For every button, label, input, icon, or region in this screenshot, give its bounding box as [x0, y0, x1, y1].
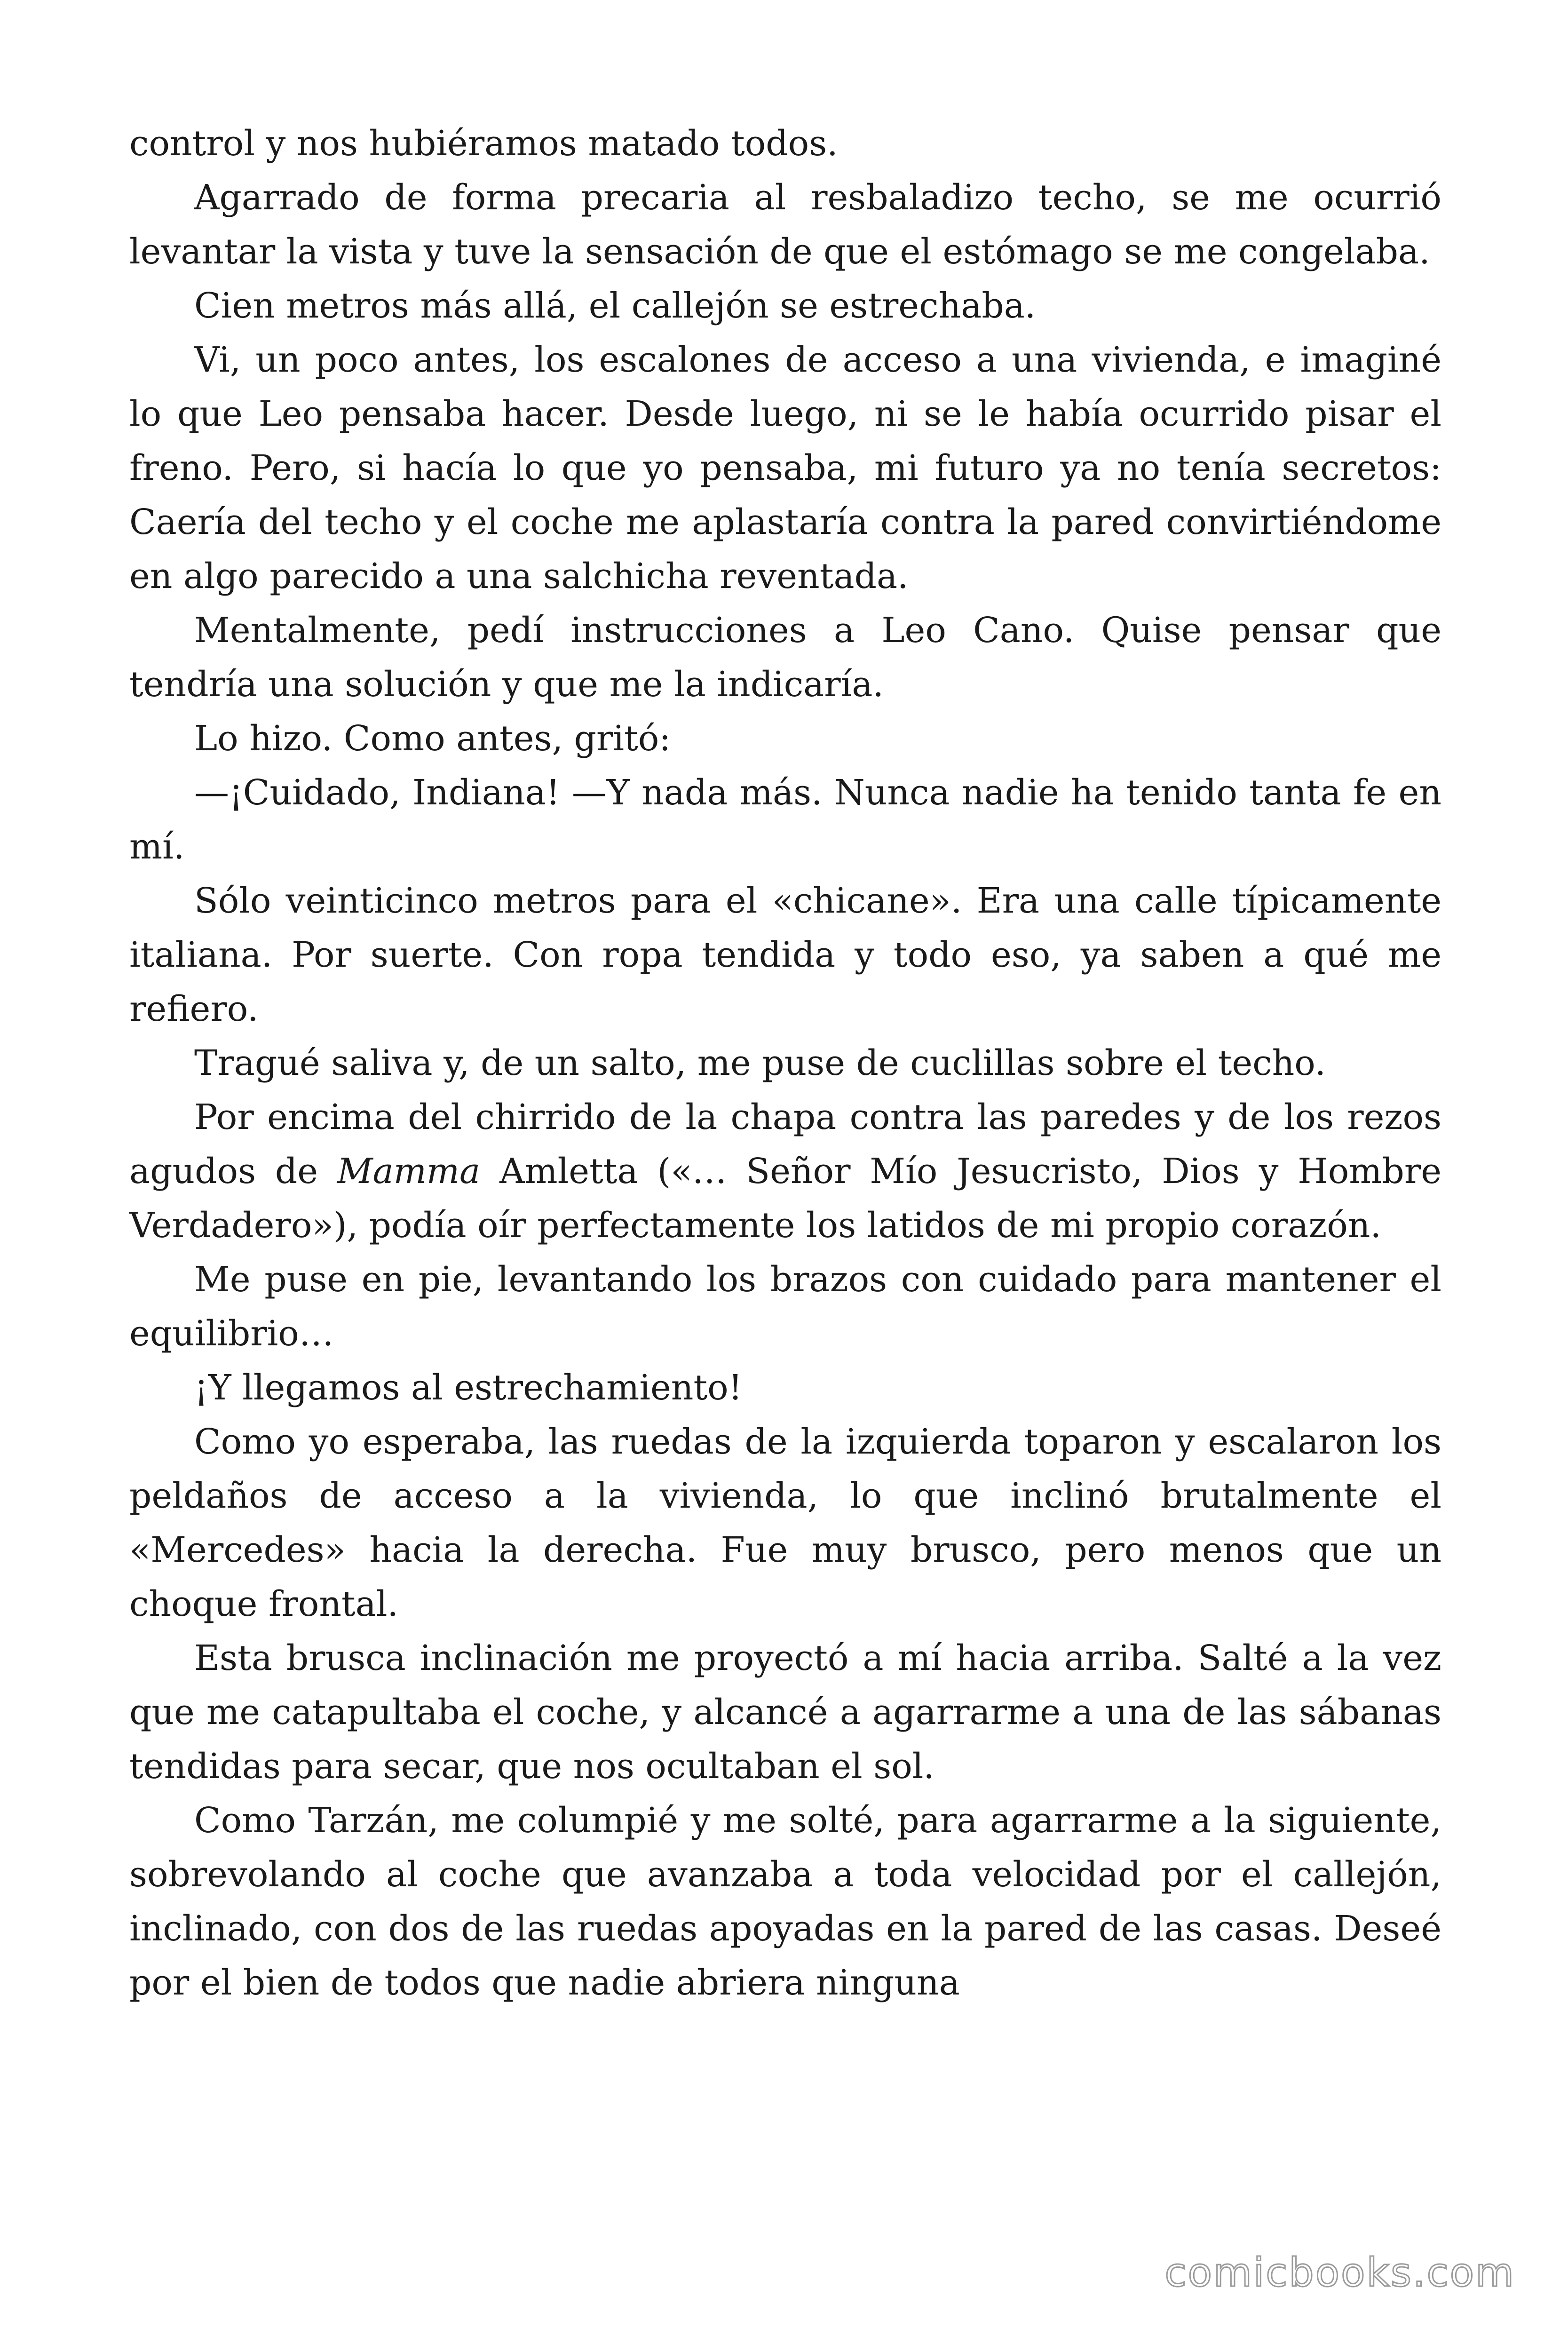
paragraph-15: Como Tarzán, me columpié y me solté, para agarrarme a la siguiente, sobrevolando al coche que avanzaba a toda velocidad por el callejón, inclinado, con dos de las ruedas apoyadas en la pared de las casas. Deseé por el bien de todos que nadie abriera ninguna	[129, 1800, 1441, 2003]
watermark: comicbooks.com	[1164, 2249, 1515, 2296]
page-body	[129, 117, 1441, 2010]
paragraph-1: control y nos hubiéramos matado todos.	[129, 123, 838, 164]
paragraph-2: Agarrado de forma precaria al resbaladizo techo, se me ocurrió levantar la vista y tuve la sensación de que el estómago se me congelaba.	[129, 177, 1441, 272]
paragraph-6: Lo hizo. Como antes, gritó:	[194, 718, 671, 759]
paragraph-11: Me puse en pie, levantando los brazos con cuidado para mantener el equilibrio…	[129, 1259, 1441, 1354]
paragraph-14: Esta brusca inclinación me proyectó a mí hacia arriba. Salté a la vez que me catapultaba el coche, y alcancé a agarrarme a una de las sábanas tendidas para secar, que nos ocultaban el sol.	[129, 1638, 1441, 1787]
paragraph-7: —¡Cuidado, Indiana! —Y nada más. Nunca nadie ha tenido tanta fe en mí.	[129, 772, 1441, 867]
italic-mamma: Mamma	[337, 1151, 481, 1192]
paragraph-3: Cien metros más allá, el callejón se estrechaba.	[194, 286, 1036, 326]
paragraph-5: Mentalmente, pedí instrucciones a Leo Cano. Quise pensar que tendría una solución y que me la indicaría.	[129, 610, 1441, 705]
paragraph-10: Por encima del chirrido de la chapa contra las paredes y de los rezos agudos de Mamma Amletta («… Señor Mío Jesucristo, Dios y Hombre Verdadero»), podía oír perfectamente los latidos de mi propio corazón.	[129, 1097, 1441, 1246]
paragraph-12: ¡Y llegamos al estrechamiento!	[194, 1367, 743, 1408]
paragraph-13: Como yo esperaba, las ruedas de la izquierda toparon y escalaron los peldaños de acceso a la vivienda, lo que inclinó brutalmente el «Mercedes» hacia la derecha. Fue muy brusco, pero menos que un choque frontal.	[129, 1422, 1441, 1624]
paragraph-9: Tragué saliva y, de un salto, me puse de cuclillas sobre el techo.	[194, 1043, 1326, 1083]
paragraph-8: Sólo veinticinco metros para el «chicane». Era una calle típicamente italiana. Por suerte. Con ropa tendida y todo eso, ya saben a qué me refiero.	[129, 881, 1441, 1029]
paragraph-4: Vi, un poco antes, los escalones de acceso a una vivienda, e imaginé lo que Leo pensaba hacer. Desde luego, ni se le había ocurrido pisar el freno. Pero, si hacía lo que yo pensaba, mi futuro ya no tenía secretos: Caería del techo y el coche me aplastaría contra la pared convirtiéndome en algo parecido a una salchicha reventada.	[129, 340, 1441, 596]
